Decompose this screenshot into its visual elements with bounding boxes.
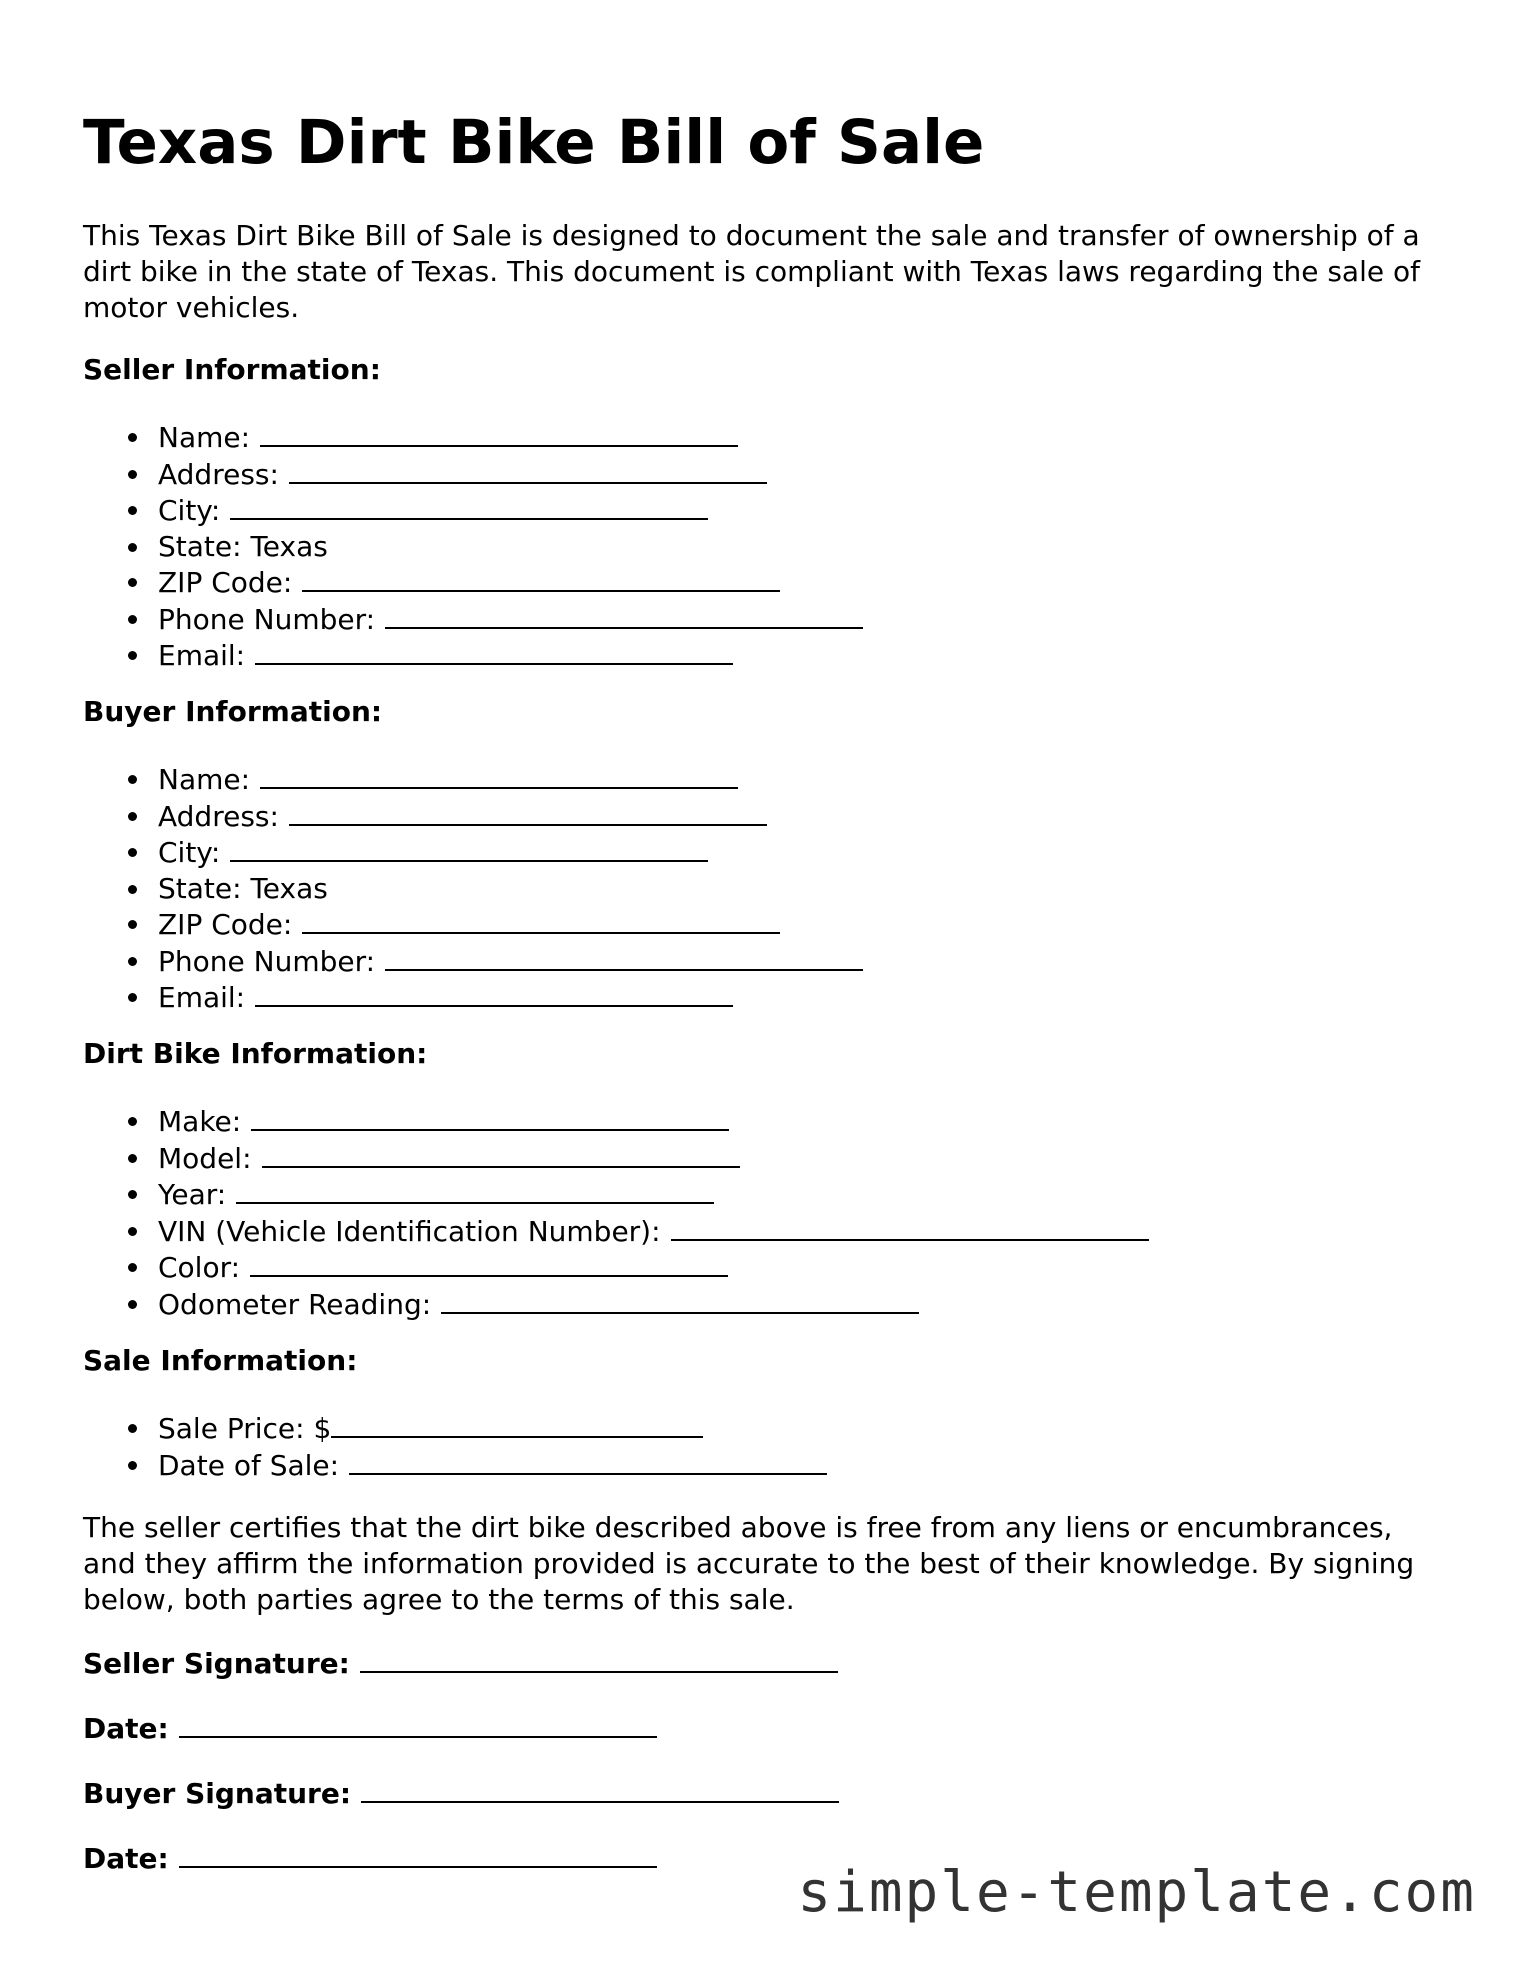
field-label: Email: xyxy=(158,639,246,672)
seller-city-field xyxy=(158,492,863,529)
buyer-section-heading: Buyer Information: xyxy=(83,695,383,728)
buyer-zip-blank[interactable] xyxy=(302,906,780,934)
field-label: VIN (Vehicle Identification Number): xyxy=(158,1214,661,1248)
field-label: Model: xyxy=(158,1141,252,1175)
buyer-state-field xyxy=(158,871,863,907)
field-label: Date of Sale: xyxy=(158,1448,340,1482)
field-label: Make: xyxy=(158,1105,242,1138)
bike-make-field xyxy=(158,1103,1149,1140)
field-label: Name: xyxy=(158,421,251,454)
buyer-email-blank[interactable] xyxy=(255,979,733,1007)
buyer-name-blank[interactable] xyxy=(260,761,738,789)
bike-odometer-field xyxy=(158,1286,1149,1323)
field-label: State: Texas xyxy=(158,529,328,563)
bike-color-blank[interactable] xyxy=(250,1249,728,1277)
field-label: Name: xyxy=(158,763,251,796)
seller-zip-blank[interactable] xyxy=(302,564,780,592)
buyer-name-field xyxy=(158,761,863,798)
seller-signature-label: Seller Signature: xyxy=(83,1647,350,1680)
field-label: City: xyxy=(158,836,221,869)
bike-field-list xyxy=(83,1103,1149,1322)
seller-state-field xyxy=(158,529,863,565)
buyer-address-blank[interactable] xyxy=(289,798,767,826)
buyer-zip-field xyxy=(158,906,863,943)
buyer-signature-label: Buyer Signature: xyxy=(83,1777,352,1810)
field-label: ZIP Code: xyxy=(158,908,293,941)
buyer-date-blank[interactable] xyxy=(179,1840,657,1868)
buyer-phone-field xyxy=(158,943,863,980)
sale-field-list xyxy=(83,1410,827,1483)
field-label: Phone Number: xyxy=(158,602,376,636)
buyer-city-field xyxy=(158,834,863,871)
seller-address-field xyxy=(158,456,863,493)
field-label: Odometer Reading: xyxy=(158,1287,432,1321)
seller-email-field xyxy=(158,637,863,674)
seller-signature-line xyxy=(83,1645,838,1682)
sale-date-field xyxy=(158,1447,827,1484)
buyer-field-list xyxy=(83,761,863,1016)
field-label: State: Texas xyxy=(158,871,328,905)
seller-section-heading: Seller Information: xyxy=(83,353,381,386)
bike-year-blank[interactable] xyxy=(236,1176,714,1204)
bike-odometer-blank[interactable] xyxy=(441,1286,919,1314)
seller-name-blank[interactable] xyxy=(260,419,738,447)
intro-paragraph: This Texas Dirt Bike Bill of Sale is designed to document the sale and transfer of ownership of a dirt bike in the state of Texas. This document is compliant with Texas laws regarding the sale of motor vehicles. xyxy=(83,219,1420,324)
bike-section-heading: Dirt Bike Information: xyxy=(83,1037,428,1070)
seller-date-label: Date: xyxy=(83,1712,169,1745)
seller-city-blank[interactable] xyxy=(230,492,708,520)
bike-model-blank[interactable] xyxy=(262,1140,740,1168)
seller-email-blank[interactable] xyxy=(255,637,733,665)
certification-paragraph: The seller certifies that the dirt bike described above is free from any liens or encumbrances, and they affirm the information provided is accurate to the best of their knowledge. By signing below, both parties agree to the terms of this sale. xyxy=(83,1511,1415,1616)
buyer-date-label: Date: xyxy=(83,1842,169,1875)
field-label: Phone Number: xyxy=(158,944,376,978)
buyer-signature-line xyxy=(83,1775,839,1812)
seller-date-blank[interactable] xyxy=(179,1710,657,1738)
watermark-text: simple-template.com xyxy=(797,1860,1476,1925)
bike-vin-blank[interactable] xyxy=(671,1213,1149,1241)
seller-name-field xyxy=(158,419,863,456)
buyer-city-blank[interactable] xyxy=(230,834,708,862)
seller-date-line xyxy=(83,1710,657,1747)
sale-price-field xyxy=(158,1410,827,1447)
buyer-date-line xyxy=(83,1840,657,1877)
sale-section-heading: Sale Information: xyxy=(83,1344,358,1377)
field-label: Address: xyxy=(158,457,279,491)
field-label: City: xyxy=(158,494,221,527)
buyer-signature-blank[interactable] xyxy=(361,1775,839,1803)
seller-phone-blank[interactable] xyxy=(385,601,863,629)
bike-make-blank[interactable] xyxy=(251,1103,729,1131)
sale-date-blank[interactable] xyxy=(349,1447,827,1475)
buyer-phone-blank[interactable] xyxy=(385,943,863,971)
seller-address-blank[interactable] xyxy=(289,456,767,484)
field-label: Sale Price: $ xyxy=(158,1412,332,1445)
field-label: ZIP Code: xyxy=(158,566,293,599)
document-title: Texas Dirt Bike Bill of Sale xyxy=(83,107,985,178)
field-label: Color: xyxy=(158,1251,241,1284)
field-label: Email: xyxy=(158,981,246,1014)
buyer-address-field xyxy=(158,798,863,835)
bike-vin-field xyxy=(158,1213,1149,1250)
seller-field-list xyxy=(83,419,863,674)
bike-model-field xyxy=(158,1140,1149,1177)
field-label: Year: xyxy=(158,1178,227,1211)
sale-price-blank[interactable] xyxy=(331,1410,703,1438)
field-label: Address: xyxy=(158,799,279,833)
seller-zip-field xyxy=(158,564,863,601)
buyer-email-field xyxy=(158,979,863,1016)
bike-color-field xyxy=(158,1249,1149,1286)
bike-year-field xyxy=(158,1176,1149,1213)
seller-phone-field xyxy=(158,601,863,638)
seller-signature-blank[interactable] xyxy=(360,1645,838,1673)
